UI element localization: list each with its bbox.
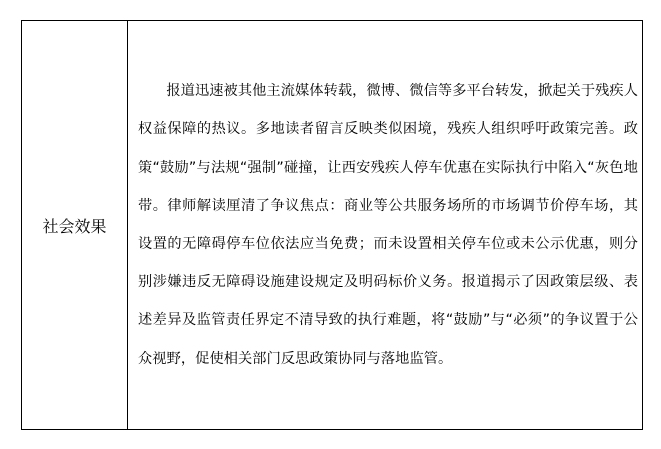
row-label-social-effect: 社会效果 (22, 21, 128, 430)
social-effect-paragraph: 报道迅速被其他主流媒体转载，微博、微信等多平台转发，掀起关于残疾人权益保障的热议。多地读者留言反映类似困境，残疾人组织呼吁政策完善。政策“鼓励”与法规“强制”碰撞，让西安残疾人停车优惠在实际执行中陷入“灰色地带。律师解读厘清了争议焦点：商业等公共服务场所的市场调节价停车场，其设置的无障碍停车位依法应当免费；而未设置相关停车位或未公示优惠，则分别涉嫌违反无障碍设施建设规定及明码标价义务。报道揭示了因政策层级、表述差异及监管责任界定不清导致的执行难题，将“鼓励”与“必须”的争议置于公众视野，促使相关部门反思政策协同与落地监管。 (138, 83, 638, 367)
table-row (22, 21, 643, 430)
content-table (21, 20, 643, 430)
content-cell (128, 21, 643, 430)
